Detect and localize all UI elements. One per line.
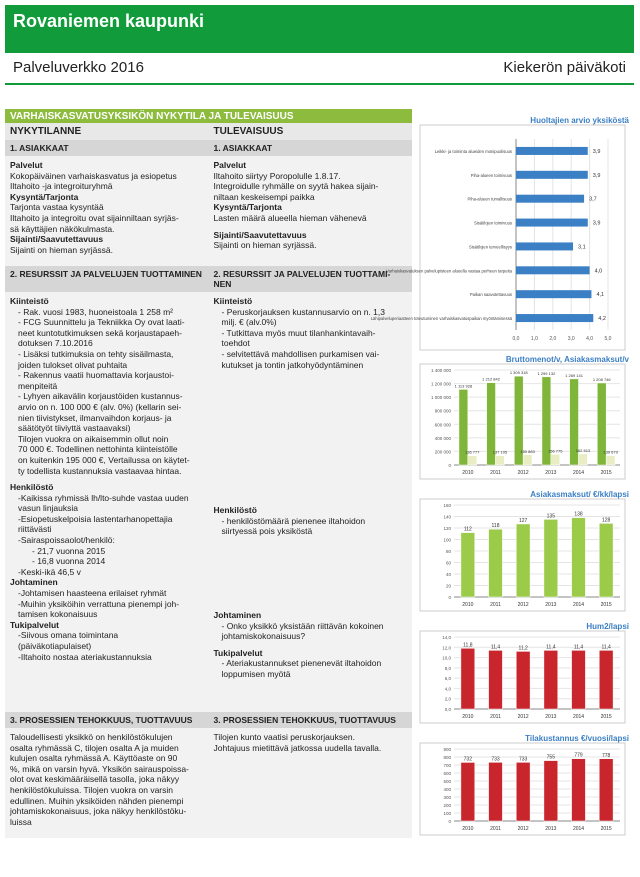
text-line: dotuksen 7.10.2016 xyxy=(18,338,93,349)
subheading: Johtaminen xyxy=(213,610,262,620)
category-label: 2014 xyxy=(572,470,585,476)
chart-title: Bruttomenot/v, Asiakasmaksut/v xyxy=(505,355,629,364)
category-label: Sisätilojen toimivuus xyxy=(474,220,512,226)
category-label: 2012 xyxy=(517,826,529,832)
bar xyxy=(523,455,532,465)
tick-label: 300 xyxy=(443,795,451,800)
cell-future xyxy=(209,156,413,266)
tick-label: 400 xyxy=(443,787,451,792)
data-label: 3,9 xyxy=(592,172,601,179)
bar xyxy=(516,524,530,597)
sqm-per-child-chart xyxy=(420,631,625,723)
text-line: - selvitettävä mahdollisen purkamisen vai- xyxy=(221,348,380,359)
data-label: 733 xyxy=(518,756,528,763)
text-line: henkilöstökuluissa. Tilojen vuokra on varsin xyxy=(10,784,174,795)
text-line: osalta ryhmässä C, tilojen osalta A ja muiden xyxy=(10,742,179,753)
tick-label: 0 xyxy=(448,463,451,468)
category-label: Paikan saavutettavuus xyxy=(469,292,512,298)
text-line: neet kuntotutkimuksen sekä korjaustapaeh- xyxy=(18,327,182,338)
subheading: Palvelut xyxy=(213,160,247,170)
bar xyxy=(516,242,573,250)
category-label: 2013 xyxy=(545,826,557,832)
text-line: luissa xyxy=(10,816,32,827)
tick-label: 600 000 xyxy=(434,422,451,428)
category-label: 2012 xyxy=(517,714,529,720)
bar xyxy=(572,650,586,709)
bar xyxy=(468,456,477,465)
text-line: - Lyhyen aikavälin korjaustöiden kustannus- xyxy=(18,391,183,402)
category-label: Sisätilojen terveellisyys xyxy=(468,244,512,250)
bar xyxy=(599,523,613,597)
category-label: Piha-alueen turvallisuus xyxy=(467,196,512,202)
tick-label: 800 xyxy=(443,755,451,760)
bar xyxy=(461,648,475,709)
data-label: 778 xyxy=(601,752,611,759)
data-label: 11,4 xyxy=(490,644,501,651)
data-label: 4,1 xyxy=(596,292,605,299)
bar xyxy=(516,314,593,322)
category-label: 2013 xyxy=(545,470,557,476)
cell-current xyxy=(5,156,209,266)
text-line: toehdot xyxy=(221,338,250,349)
category-label: 2010 xyxy=(462,602,474,608)
tick-label: 4,0 xyxy=(586,336,594,342)
category-label: 2012 xyxy=(517,470,529,476)
text-line: Kokopäiväinen varhaiskasvatus ja esiopetus xyxy=(10,170,177,181)
tick-label: 10,0 xyxy=(442,655,451,661)
data-label: 118 xyxy=(491,523,500,530)
tick-label: 1 000 000 xyxy=(430,395,451,401)
section-label: 1. ASIAKKAAT xyxy=(5,140,209,156)
bar xyxy=(599,759,613,821)
category-label: 2012 xyxy=(517,602,529,608)
subheading: Kysyntä/Tarjonta xyxy=(213,202,282,213)
data-label: 4,2 xyxy=(598,316,606,323)
text-line: kutukset ja tontin jatkohyödyntäminen xyxy=(221,359,364,370)
tick-label: 400 000 xyxy=(434,435,451,441)
text-line: -Sairaspoissaolot/henkilö: xyxy=(18,535,115,546)
section-3-header xyxy=(5,712,412,728)
tick-label: 100 xyxy=(443,811,451,816)
facility-cost-chart xyxy=(420,743,625,835)
tick-label: 700 xyxy=(443,763,451,768)
tick-label: 900 xyxy=(443,747,451,752)
category-label: Piha-alueen toimivuus xyxy=(470,172,512,178)
bar xyxy=(516,171,588,179)
text-line: on kuitenkin 195 000 €, Vertailussa on käytet- xyxy=(18,454,190,465)
chart-title: Tilakustannus €/vuosi/lapsi xyxy=(525,734,629,743)
data-label: 11,8 xyxy=(463,642,473,649)
section-1-header xyxy=(5,140,412,156)
tick-label: 800 000 xyxy=(434,408,451,414)
subheading: Kiinteistö xyxy=(213,296,253,306)
subheading: Sijainti/Saavutettavuus xyxy=(10,234,104,245)
data-label: 156 775 xyxy=(548,448,563,454)
bar xyxy=(516,147,588,155)
text-line: loppumisen myötä xyxy=(221,668,291,679)
text-line: - henkilöstömäärä pienenee iltahoidon xyxy=(221,515,366,526)
data-label: 162 513 xyxy=(575,447,591,453)
expenditure-chart xyxy=(420,364,625,479)
text-line: säätötyöt tiiviyttä vastaavaksi) xyxy=(18,423,131,434)
category-label: 2014 xyxy=(572,602,585,608)
data-label: 3,1 xyxy=(578,244,586,251)
text-line: tamisen kokonaisuus xyxy=(18,609,98,620)
section-2-header xyxy=(5,266,412,292)
bar xyxy=(572,759,586,821)
text-line: - Tutkittava myös muut tilanhankintavaih- xyxy=(221,327,376,338)
bar xyxy=(516,762,530,821)
text-line: riittävästi xyxy=(18,524,52,535)
text-line: -Iltahoito nostaa ateriakustannuksia xyxy=(18,651,152,662)
data-label: 11,4 xyxy=(546,644,556,651)
data-label: 11,4 xyxy=(573,644,584,651)
data-label: 137 105 xyxy=(492,449,508,455)
text-line: Iltahoito ja integroitu ovat sijainniltaan syrjäs- xyxy=(10,212,179,223)
category-label: 2011 xyxy=(490,714,501,720)
bar xyxy=(516,651,530,709)
tick-label: 160 xyxy=(443,503,451,508)
tick-label: 5,0 xyxy=(604,336,612,342)
data-label: 1 269 141 xyxy=(565,372,583,378)
section-label: 2. RESURSSIT JA PALVELUJEN TUOTTAMINEN xyxy=(5,266,209,292)
tick-label: 500 xyxy=(443,779,451,784)
text-line: joiden tulokset olivat puhtaita xyxy=(18,359,128,370)
text-line: -Keski-ikä 46,5 v xyxy=(18,566,81,577)
text-line: Tilojen vuokra on aikaisemmin ollut noin xyxy=(18,433,169,444)
subheading: Henkilöstö xyxy=(213,505,257,515)
text-line: - Peruskorjauksen kustannusarvio on n. 1,3 xyxy=(221,306,385,317)
category-label: 2013 xyxy=(545,602,557,608)
category-label: 2010 xyxy=(462,826,474,832)
tick-label: 1,0 xyxy=(530,336,538,342)
col-future: TULEVAISUUS xyxy=(209,123,413,140)
text-line: - FCG Suunnittelu ja Tekniikka Oy ovat laati- xyxy=(18,317,185,328)
tick-label: 12,0 xyxy=(442,645,451,651)
tick-label: 200 xyxy=(443,803,451,808)
text-line: olot ovat keskimääräisellä tasolla, joka näkyy xyxy=(10,774,180,785)
tick-label: 0 xyxy=(448,595,451,600)
section-3-body xyxy=(5,728,412,838)
text-line: ty todellista kustannuksia vastaavaa hintaa. xyxy=(18,465,182,476)
future-property xyxy=(214,296,408,370)
bar xyxy=(516,290,591,298)
section-label: 3. PROSESSIEN TEHOKKUUS, TUOTTAVUUS xyxy=(5,712,209,728)
document-title: Palveluverkko 2016 xyxy=(13,59,144,76)
tick-label: 20 xyxy=(445,583,451,589)
data-label: 1 212 842 xyxy=(482,376,500,382)
bar xyxy=(461,762,475,821)
tick-label: 6,0 xyxy=(444,676,451,682)
text-line: - Onko yksikkö yksistään riittävän kokoinen xyxy=(221,620,384,631)
subheading: Johtaminen xyxy=(10,577,58,588)
bar xyxy=(572,518,586,597)
unit-name: Kiekerön päiväkoti xyxy=(503,59,626,76)
subheading: Sijainti/Saavutettavuus xyxy=(213,229,307,240)
col-current: NYKYTILANNE xyxy=(5,123,209,140)
future-staff xyxy=(214,505,366,537)
category-label: 2015 xyxy=(600,826,612,832)
text-line: - Ateriakustannukset pienenevät iltahoidon xyxy=(221,658,382,669)
text-line: siirtyessä pois yksiköstä xyxy=(221,526,313,537)
text-line: Tarjonta vastaa kysyntää xyxy=(10,202,104,213)
text-line: niltaan keskeisempi paikka xyxy=(213,191,315,202)
data-label: 732 xyxy=(463,756,473,763)
section-1-body xyxy=(5,156,412,266)
text-line: Taloudellisesti yksikkö on henkilöstökulujen xyxy=(10,732,173,742)
text-line: Johtajuus mietittävä jatkossa uudella tavalla. xyxy=(213,742,382,753)
text-line: Sijainti on hieman syrjässä. xyxy=(10,244,113,255)
tick-label: 0 xyxy=(448,819,451,824)
bar xyxy=(516,195,584,203)
subheader xyxy=(5,53,634,85)
tick-label: 14,0 xyxy=(442,635,451,640)
tick-label: 2,0 xyxy=(444,696,451,702)
text-line: kulujen osalta ryhmässä A. Käyttöaste on 90 xyxy=(10,753,178,764)
section-label: 2. RESURSSIT JA PALVELUJEN TUOTTAMI-NEN xyxy=(209,266,413,292)
data-label: 755 xyxy=(546,754,556,761)
text-line: nien tiivistykset, ilmanvaihdon korjaus- ja xyxy=(18,412,172,423)
tick-label: 4,0 xyxy=(444,686,451,692)
cell-current xyxy=(5,292,209,712)
subheading: Kysyntä/Tarjonta xyxy=(10,191,79,202)
tick-label: 60 xyxy=(445,560,451,566)
text-line: arvio on n. 100 000 € (alv. 0%) (kellarin sei- xyxy=(18,401,182,412)
text-line: -Kaikissa ryhmissä lh/lto-suhde vastaa uuden xyxy=(18,492,189,503)
category-label: 2011 xyxy=(490,602,501,608)
tick-label: 600 xyxy=(443,771,451,776)
guardian-rating-chart xyxy=(370,125,625,350)
section-2-body xyxy=(5,292,412,712)
table-title: VARHAISKASVATUSYKSIKÖN NYKYTILA JA TULEVAISUUS xyxy=(5,109,412,123)
text-line: - 16,8 vuonna 2014 xyxy=(32,556,106,567)
category-label: Lähipalveluperiaatteen toteutuminen varhaiskasvatuspaikan myöntämisessä xyxy=(370,316,512,322)
text-line: -Muihin yksiköihin verrattuna pienempi joh- xyxy=(18,598,180,609)
bar xyxy=(489,529,503,597)
text-line: johtamiskokonaisuus, joka näkyy henkilöstöku- xyxy=(10,806,187,817)
tick-label: 0,0 xyxy=(444,707,451,712)
bar xyxy=(606,456,615,465)
bar xyxy=(551,454,560,465)
text-line: - 21,7 vuonna 2015 xyxy=(32,545,106,556)
column-headers xyxy=(5,123,412,140)
future-management xyxy=(214,610,384,680)
tick-label: 80 xyxy=(445,549,451,554)
data-label: 138 xyxy=(574,511,583,518)
bar xyxy=(544,761,558,821)
text-line: %, mikä on varsin hyvä. Yksikön sairauspoissa- xyxy=(10,763,189,774)
tick-label: 8,0 xyxy=(444,665,451,671)
bar xyxy=(516,219,588,227)
chart-title: Huoltajien arvio yksiköstä xyxy=(530,116,629,125)
text-line: milj. € (alv.0%) xyxy=(221,317,277,328)
status-table xyxy=(5,109,412,838)
cell-current xyxy=(5,728,209,838)
tick-label: 3,0 xyxy=(567,336,575,342)
category-label: 2015 xyxy=(600,602,612,608)
text-line: menpiteitä xyxy=(18,380,58,391)
tick-label: 120 xyxy=(443,526,451,531)
data-label: 733 xyxy=(491,756,500,763)
data-label: 1 309 318 xyxy=(509,370,528,376)
category-label: 2013 xyxy=(545,714,557,720)
bar xyxy=(496,456,505,465)
tick-label: 1 400 000 xyxy=(430,368,451,373)
category-label: 2015 xyxy=(600,714,612,720)
text-line: Sijainti on hieman syrjässä. xyxy=(213,240,317,251)
subheading: Palvelut xyxy=(10,160,43,170)
data-label: 3,9 xyxy=(592,220,601,227)
charts-column xyxy=(370,116,635,840)
data-label: 3,9 xyxy=(592,148,601,155)
tick-label: 40 xyxy=(445,572,451,577)
text-line: Lasten määrä alueella hieman vähenevä xyxy=(213,212,367,223)
tick-label: 2,0 xyxy=(549,336,557,342)
tick-label: 0,0 xyxy=(512,336,520,342)
data-label: 1 208 746 xyxy=(592,376,611,382)
data-label: 127 xyxy=(518,517,528,524)
text-line: - Lisäksi tutkimuksia on tehty sisäilmasta, xyxy=(18,348,174,359)
bar xyxy=(544,519,558,597)
text-line: 70 000 €. Todellinen nettohinta kiinteistölle xyxy=(18,444,178,455)
data-label: 1 113 928 xyxy=(454,383,473,389)
category-label: 2011 xyxy=(490,470,501,476)
section-label: 1. ASIAKKAAT xyxy=(209,140,413,156)
bar xyxy=(544,650,558,709)
bar xyxy=(579,454,588,465)
text-line: Tilojen kunto vaatisi peruskorjauksen. xyxy=(213,732,355,742)
subheading: Tukipalvelut xyxy=(10,619,59,630)
data-label: 136 777 xyxy=(465,449,480,455)
category-label: Varhaiskasvatuksen palvelupisteen alueella vastaa perheen tarpeita xyxy=(386,268,512,274)
tick-label: 1 200 000 xyxy=(430,381,451,387)
title-banner xyxy=(5,5,634,53)
text-line: - Rakennus vaatii huomattavia korjaustoi- xyxy=(18,370,174,381)
text-line: Integroidulle ryhmälle on syytä hakea sijain- xyxy=(213,181,379,192)
data-label: 779 xyxy=(574,752,583,759)
category-label: 2014 xyxy=(572,714,585,720)
data-label: 139 679 xyxy=(603,449,618,455)
text-line: sä käyttäjien näkökulmasta. xyxy=(10,223,115,234)
category-label: 2011 xyxy=(490,826,501,832)
data-label: 135 xyxy=(546,513,556,520)
text-line: edullinen. Muihin yksiköiden nähden pienempi xyxy=(10,795,184,806)
text-line: Iltahoito siirtyy Poropolulle 1.8.17. xyxy=(213,170,341,181)
category-label: 2010 xyxy=(462,714,474,720)
subheading: Kiinteistö xyxy=(10,296,49,306)
text-line: vasun linjauksia xyxy=(18,503,79,514)
text-line: -Siivous omana toimintana xyxy=(18,630,119,641)
bar xyxy=(599,650,613,709)
text-line: - Rak. vuosi 1983, huoneistoala 1 258 m² xyxy=(18,306,173,317)
data-label: 4,0 xyxy=(594,268,603,275)
city-title: Rovaniemen kaupunki xyxy=(13,11,205,31)
cell-future xyxy=(209,728,413,838)
subheading: Tukipalvelut xyxy=(213,647,263,658)
tick-label: 100 xyxy=(443,537,451,543)
bar xyxy=(489,650,503,709)
text-line: Iltahoito -ja integroituryhmä xyxy=(10,181,113,192)
client-fees-chart xyxy=(420,499,625,611)
text-line: johtamiskokonaisuus? xyxy=(221,631,306,642)
data-label: 1 299 132 xyxy=(537,370,556,376)
section-label: 3. PROSESSIEN TEHOKKUUS, TUOTTAVUUS xyxy=(209,712,413,728)
category-label: 2010 xyxy=(462,470,474,476)
text-line: -Johtamisen haasteena erilaiset ryhmät xyxy=(18,588,167,599)
bar xyxy=(489,762,503,821)
text-line: (päiväkotiapulaiset) xyxy=(18,641,92,651)
data-label: 128 xyxy=(601,517,611,524)
data-label: 11,2 xyxy=(518,645,528,652)
chart-title: Hum2/lapsi xyxy=(586,622,629,631)
category-label: Leikki- ja toiminta alueiden monipuolisuus xyxy=(434,148,512,154)
category-label: 2014 xyxy=(572,826,585,832)
subheading: Henkilöstö xyxy=(10,482,54,493)
data-label: 150 883 xyxy=(520,448,535,454)
cell-future xyxy=(209,292,413,712)
data-label: 11,4 xyxy=(601,644,611,651)
bar xyxy=(516,266,590,274)
data-label: 112 xyxy=(463,526,472,533)
tick-label: 200 000 xyxy=(434,449,451,455)
chart-title: Asiakasmaksut/ €/kk/lapsi xyxy=(530,490,629,499)
text-line: -Esiopetuskelpoisia lastentarhanopettajia xyxy=(18,513,173,524)
tick-label: 140 xyxy=(443,514,451,520)
category-label: 2015 xyxy=(600,470,612,476)
bar xyxy=(461,533,475,597)
data-label: 3,7 xyxy=(589,196,597,203)
